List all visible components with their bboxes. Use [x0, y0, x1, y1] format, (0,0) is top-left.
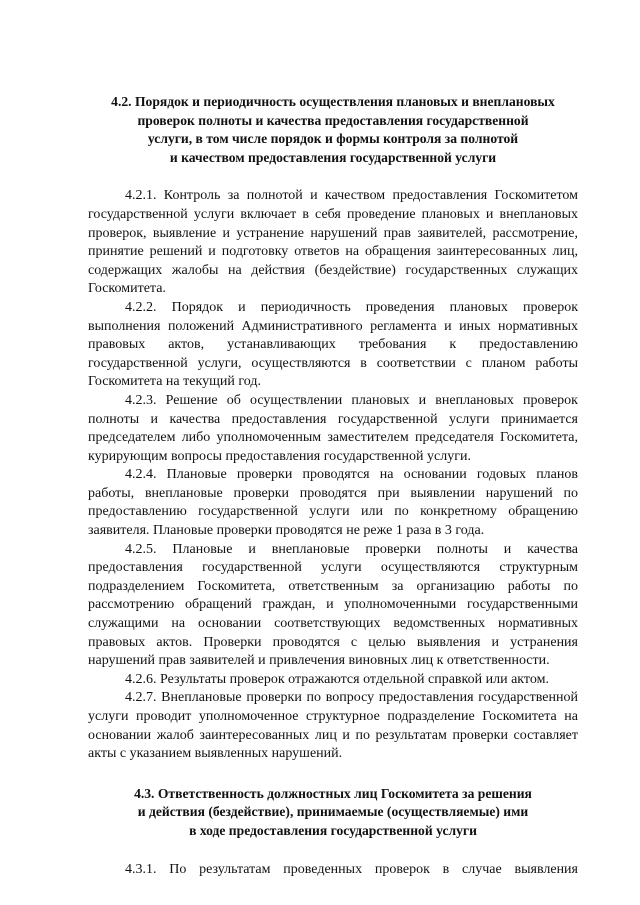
paragraph-4-2-2: 4.2.2. Порядок и периодичность проведения плановых проверок выполнения положений Административного регламента и иных нормативных правовых актов, устанавливающих требования к предоставлению государственной услуги, осуществляются в соответствии с планом работы Госкомитета на текущий год.: [88, 299, 578, 390]
document-page: [88, 93, 578, 901]
heading-line: 4.3. Ответственность должностных лиц Госкомитета за решения: [134, 785, 532, 801]
section-4-2-heading: [88, 93, 578, 167]
paragraph-4-2-4: 4.2.4. Плановые проверки проводятся на основании годовых планов работы, внеплановые проверки проводятся при выявлении нарушений по предоставлению государственной услуги или по конкретному обращению заявителя. Плановые проверки проводятся не реже 1 раза в 3 года.: [88, 467, 578, 539]
paragraph-4-2-3: 4.2.3. Решение об осуществлении плановых и внеплановых проверок полноты и качества предоставления государственной услуги принимается председателем либо уполномоченным заместителем председателя Госкомитета, курирующим вопросы предоставления государственной услуги.: [88, 392, 578, 464]
paragraph-4-2-1: 4.2.1. Контроль за полнотой и качеством предоставления Госкомитетом государственной услуги включает в себя проведение плановых и внеплановых проверок, выявление и устранение нарушений прав заявителей, рассмотрение, принятие решений и подготовку ответов на обращения заинтересованных лиц, содержащих жалобы на действия (бездействие) государственных служащих Госкомитета.: [88, 188, 578, 297]
paragraph-4-2-7: 4.2.7. Внеплановые проверки по вопросу предоставления государственной услуги проводит уполномоченное структурное подразделение Госкомитета на основании жалоб заинтересованных лиц и по результатам проверки составляет акты с указанием выявленных нарушений.: [88, 690, 578, 762]
heading-line: 4.2. Порядок и периодичность осуществления плановых и внеплановых: [111, 94, 555, 109]
heading-line: услуги, в том числе порядок и формы контроля за полнотой: [147, 131, 519, 147]
section-4-3: [88, 785, 578, 879]
section-4-2: [88, 93, 578, 764]
heading-line: в ходе предоставления государственной услуги: [189, 822, 477, 838]
heading-line: проверок полноты и качества предоставления государственной: [137, 112, 529, 128]
paragraph-4-2-6: 4.2.6. Результаты проверок отражаются отдельной справкой или актом.: [125, 671, 549, 687]
section-4-3-heading: [88, 785, 578, 841]
paragraph-4-3-1: 4.3.1. По результатам проведенных проверок в случае выявления: [125, 861, 578, 877]
heading-line: и качеством предоставления государственной услуги: [169, 149, 497, 165]
heading-line: и действия (бездействие), принимаемые (осуществляемые) ими: [137, 804, 529, 820]
paragraph-4-2-5: 4.2.5. Плановые и внеплановые проверки полноты и качества предоставления государственной услуги осуществляются структурным подразделением Госкомитета, ответственным за организацию работы по рассмотрению обращений граждан, и уполномоченными государственными служащими на основании соответствующих ведомственных нормативных правовых актов. Проверки проводятся с целью выявления и устранения нарушений прав заявителей и привлечения виновных лиц к ответственности.: [88, 541, 578, 669]
